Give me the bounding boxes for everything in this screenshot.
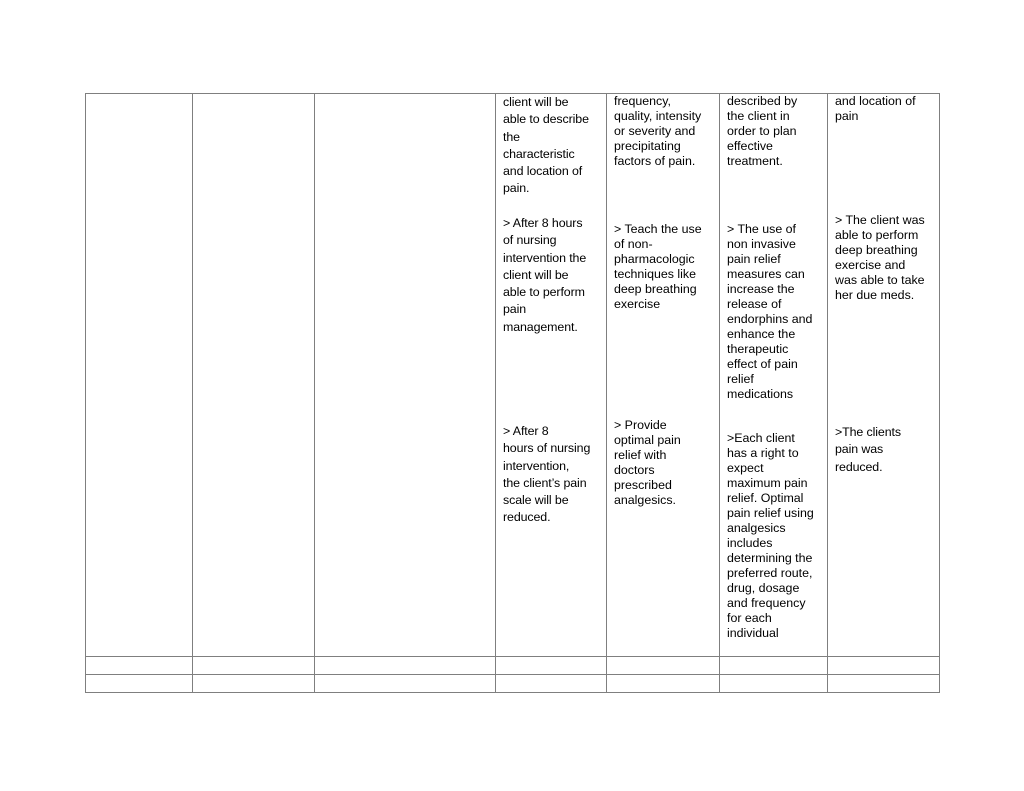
table-cell-empty bbox=[828, 675, 940, 693]
table-row bbox=[86, 657, 940, 675]
table-row bbox=[86, 94, 940, 657]
table-cell-empty bbox=[86, 675, 193, 693]
goal-entry: client will be able to describe the characteristic and location of pain. bbox=[503, 95, 589, 196]
intervention-entry: > Teach the use of non- pharmacologic techniques like deep breathing exercise bbox=[614, 222, 702, 311]
table-cell-empty bbox=[720, 675, 828, 693]
goals-cell bbox=[496, 94, 607, 657]
intervention-entry: frequency, quality, intensity or severity and precipitating factors of pain. bbox=[614, 94, 702, 168]
goal-entry: > After 8 hours of nursing intervention, the client’s pain scale will be reduced. bbox=[503, 424, 591, 525]
table-cell-empty bbox=[86, 657, 193, 675]
table-cell-empty bbox=[193, 657, 315, 675]
intervention-entry: > Provide optimal pain relief with doctors prescribed analgesics. bbox=[614, 418, 681, 507]
table-cell-empty bbox=[193, 675, 315, 693]
nursing-care-plan-table bbox=[85, 93, 940, 693]
table-cell-empty bbox=[720, 657, 828, 675]
evaluation-entry: > The client was able to perform deep breathing exercise and was able to take her due meds. bbox=[835, 213, 925, 302]
table-cell-empty bbox=[315, 675, 496, 693]
interventions-cell bbox=[607, 94, 720, 657]
table-cell-empty bbox=[315, 94, 496, 657]
evaluations-cell bbox=[828, 94, 940, 657]
table-cell-empty bbox=[315, 657, 496, 675]
table-cell-empty bbox=[496, 675, 607, 693]
rationale-entry: described by the client in order to plan effective treatment. bbox=[727, 94, 798, 168]
table-cell-empty bbox=[607, 675, 720, 693]
table-cell-empty bbox=[193, 94, 315, 657]
rationales-cell bbox=[720, 94, 828, 657]
table-cell-empty bbox=[496, 657, 607, 675]
evaluation-entry: >The clients pain was reduced. bbox=[835, 425, 901, 474]
table-row bbox=[86, 675, 940, 693]
table-cell-empty bbox=[86, 94, 193, 657]
table-cell-empty bbox=[828, 657, 940, 675]
goal-entry: > After 8 hours of nursing intervention the client will be able to perform pain management. bbox=[503, 216, 587, 334]
rationale-entry: >Each client has a right to expect maximum pain relief. Optimal pain relief using analgesics includes determining the preferred route, drug, dosage and frequency for each individual bbox=[727, 431, 814, 640]
rationale-entry: > The use of non invasive pain relief measures can increase the release of endorphins and enhance the therapeutic effect of pain relief medications bbox=[727, 222, 813, 401]
evaluation-entry: and location of pain bbox=[835, 94, 916, 123]
table-cell-empty bbox=[607, 657, 720, 675]
